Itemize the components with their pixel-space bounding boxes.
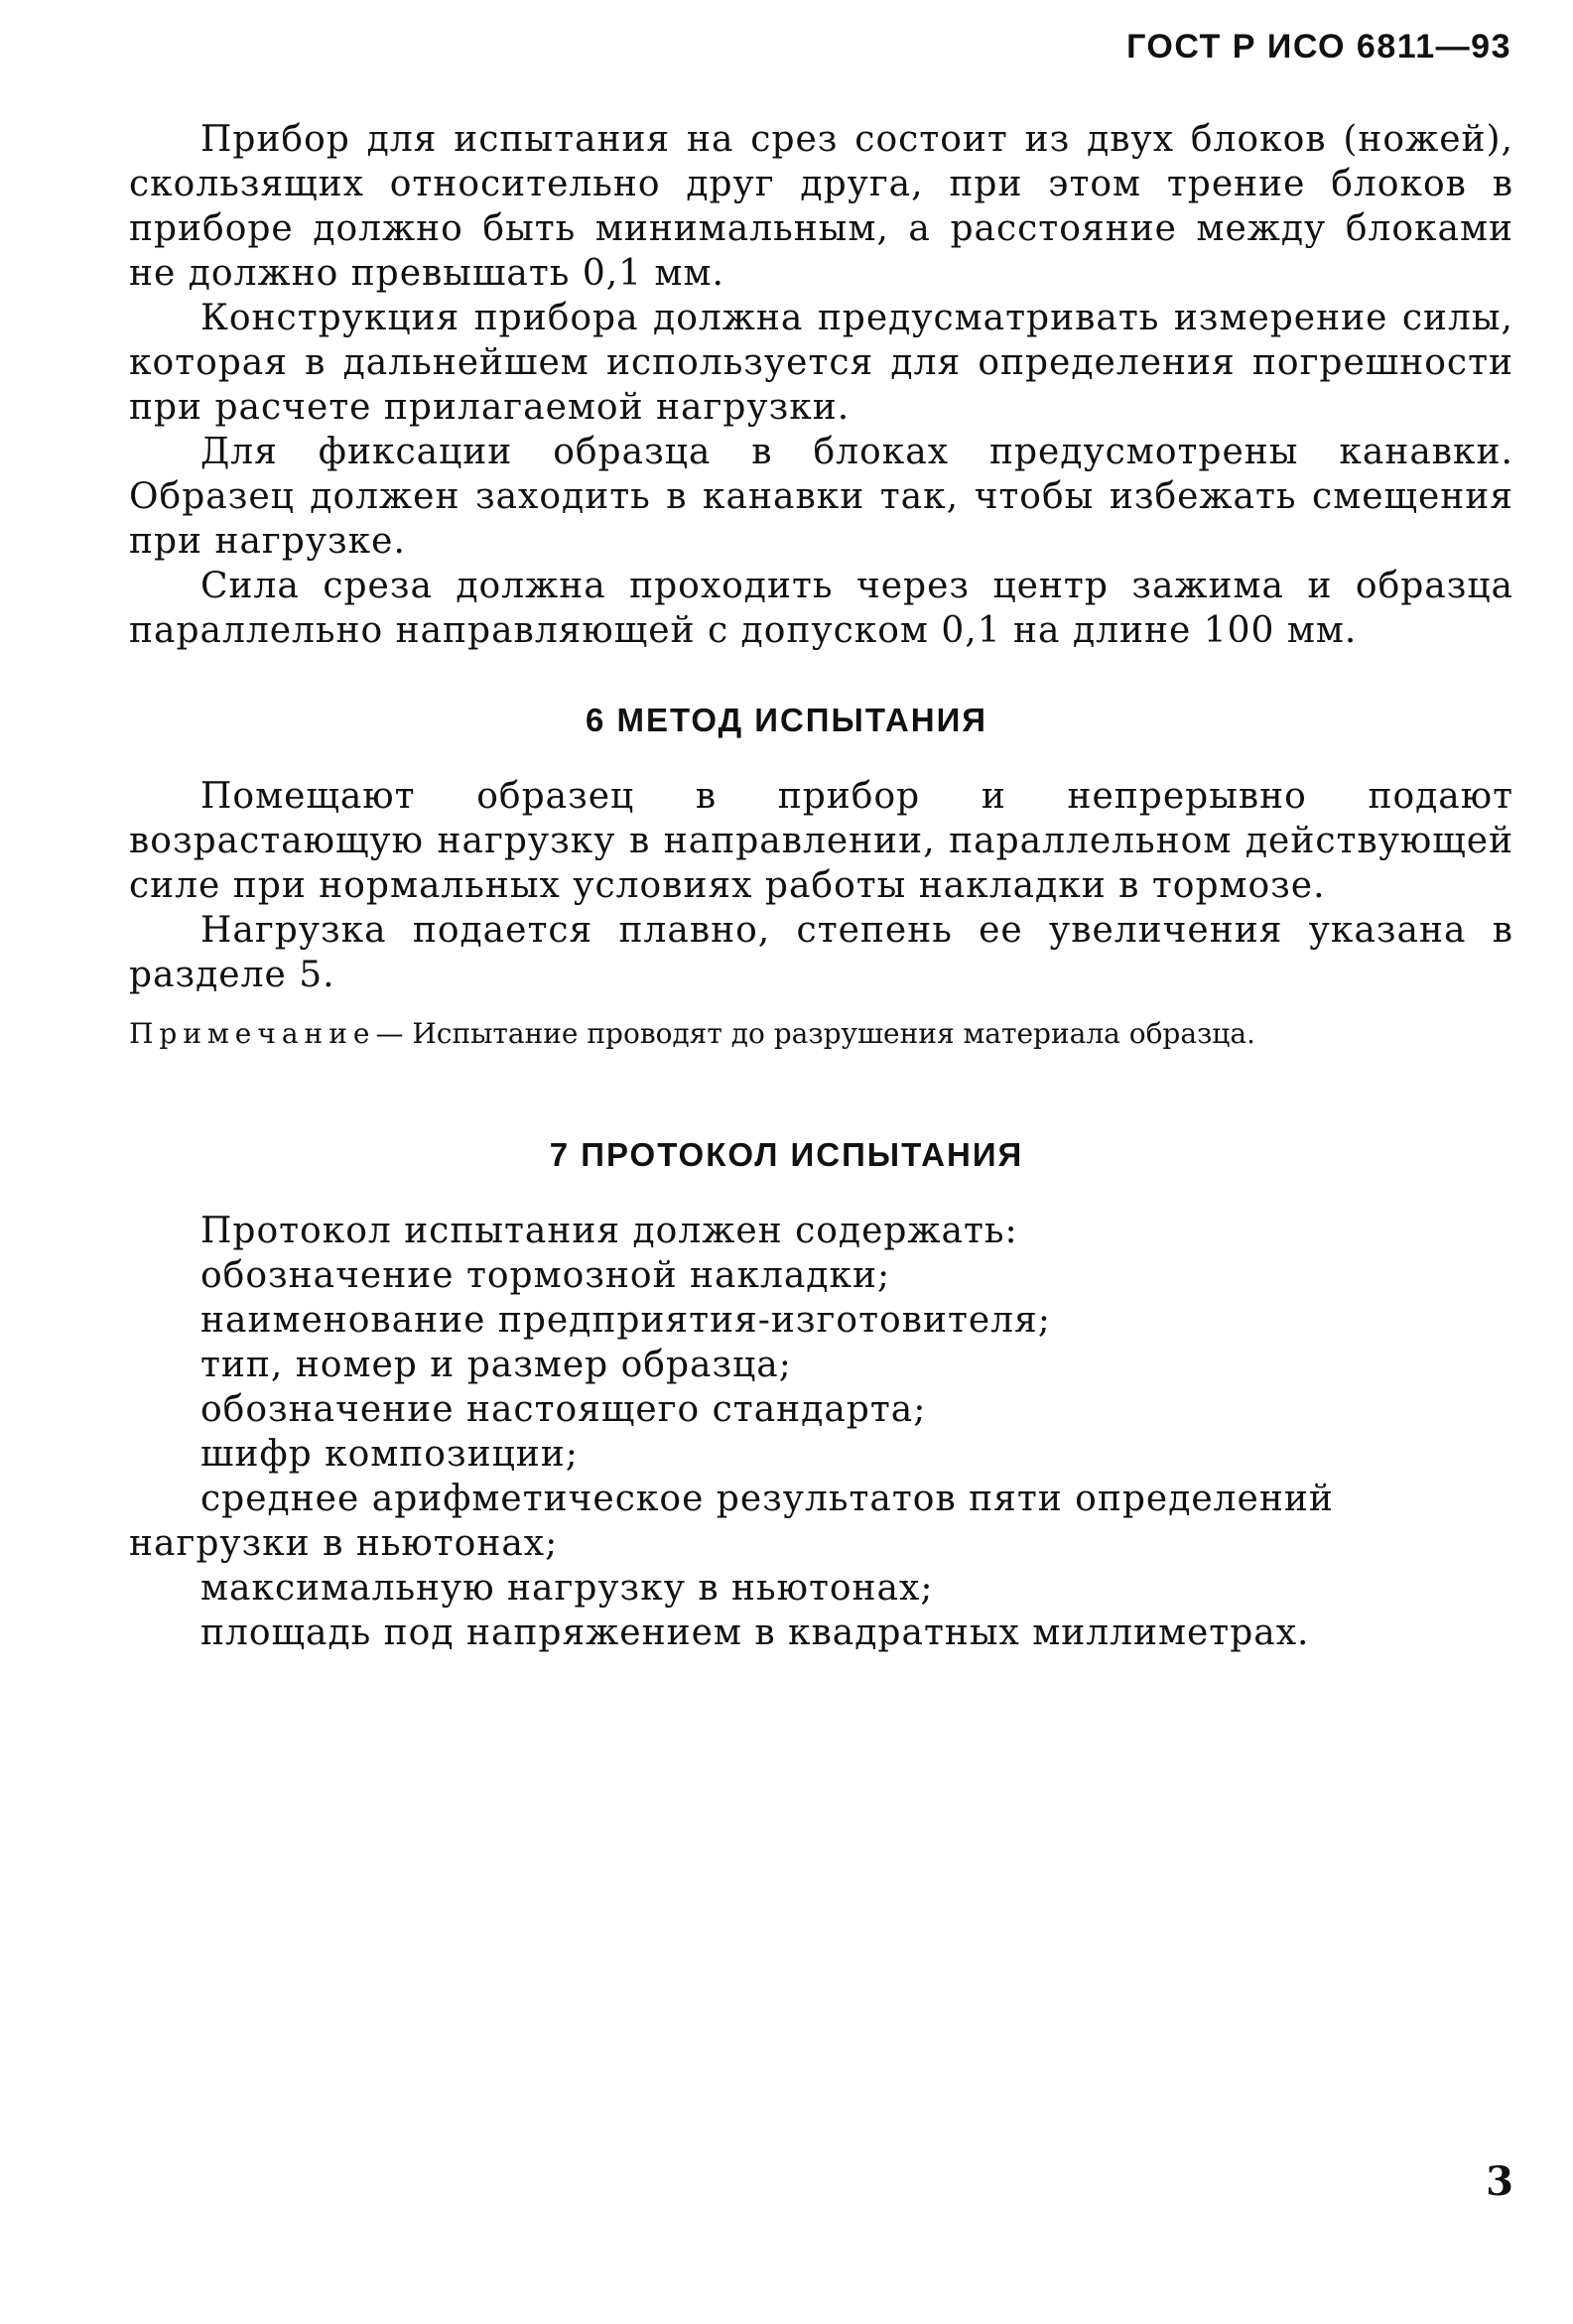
section6-text [129,774,1513,997]
list-item: среднее арифметическое результатов пяти определений нагрузки в ньютонах; [129,1479,1334,1564]
document-code-header: ГОСТ Р ИСО 6811—93 [1126,28,1511,65]
section6-heading: 6 МЕТОД ИСПЫТАНИЯ [585,702,988,738]
protocol-list [129,1209,1513,1655]
list-item: наименование предприятия-изготовителя; [200,1300,1051,1341]
section7-heading: 7 ПРОТОКОЛ ИСПЫТАНИЯ [549,1136,1024,1173]
paragraph: Конструкция прибора должна предусматривать измерение силы, которая в дальнейшем используется для определения погрешности при расчете прилагаемой нагрузки. [129,298,1513,428]
list-item: Протокол испытания должен содержать: [200,1211,1018,1251]
section5-text [129,117,1513,653]
note [129,1014,1513,1054]
paragraph: Сила среза должна проходить через центр зажима и образца параллельно направляющей с допуском 0,1 на длине 100 мм. [129,566,1513,651]
list-item: шифр композиции; [200,1434,579,1475]
list-item: обозначение тормозной накладки; [200,1255,891,1296]
list-item: тип, номер и размер образца; [200,1345,792,1385]
note-label: Примечание [129,1017,376,1050]
paragraph: Нагрузка подается плавно, степень ее увеличения указана в разделе 5. [129,910,1513,995]
paragraph: Для фиксации образца в блоках предусмотрены канавки. Образец должен заходить в канавки так, чтобы избежать смещения при нагрузке. [129,432,1513,562]
paragraph: Помещают образец в прибор и непрерывно подают возрастающую нагрузку в направлении, параллельном действующей силе при нормальных условиях работы накладки в тормозе. [129,776,1513,906]
list-item: площадь под напряжением в квадратных миллиметрах. [200,1613,1310,1653]
list-item: обозначение настоящего стандарта; [200,1389,927,1430]
page-number: 3 [1486,2158,1513,2205]
paragraph: Прибор для испытания на срез состоит из двух блоков (ножей), скользящих относительно друг друга, при этом трение блоков в приборе должно быть минимальным, а расстояние между блоками не должно превышать 0,1 мм. [129,119,1513,294]
list-item: максимальную нагрузку в ньютонах; [200,1568,934,1609]
note-text: — Испытание проводят до разрушения материала образца. [375,1017,1255,1050]
